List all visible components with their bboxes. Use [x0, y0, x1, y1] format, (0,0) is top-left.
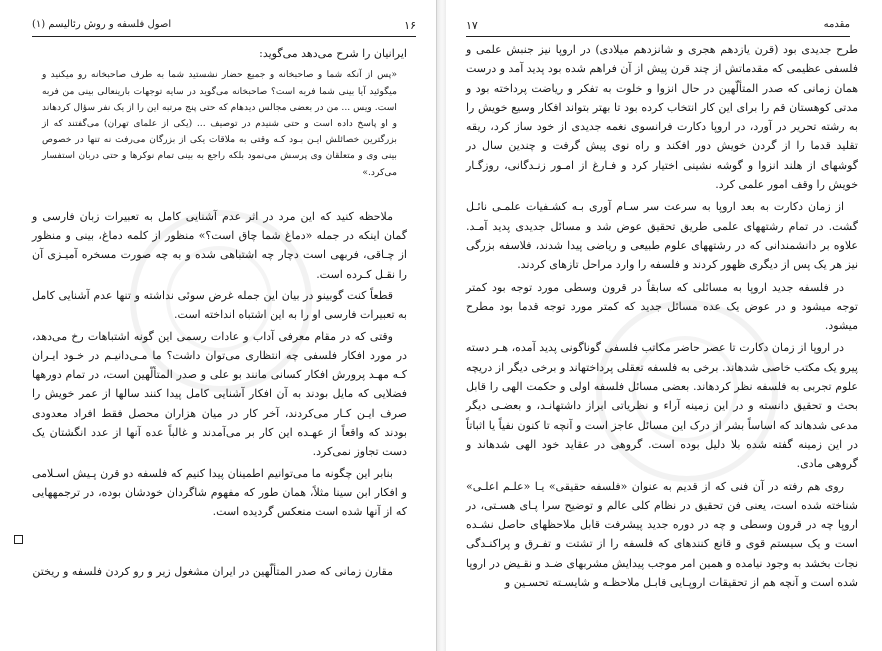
running-title: اصول فلسفه و روش رئالیسم (۱) [32, 19, 172, 30]
block-quote: «پس از آنکه شما و صاحبخانه و جمیع حضار نشستید شما به طرف صاحبخانه رو میکنید و میگوئید آیا بینی شما فربه است؟ صاحبخانه می‌گوید در سایه توجهات بارینعالی بینی من فربه است. ویس ... من در بعضی مجالس دیدهام که حتی پنج مرتبه این را از یک نفر سؤال کردهاند و او پاسخ داده است و حتی شنیدم در توصیف ... (یکی از علمای تهران) می‌گفتند که از بزرگترین خصائلش ایـن بـود کـه وقتی به ملاقات یکی از بزرگان می‌رفت نه تنها در خصوص بینی وی و متعلقان وی پرسش می‌نمود بلکه راجع به بینی تمام نوکرها و حتی دربان استفسار می‌کرد.» [42, 69, 397, 178]
page-number: ۱۷ [466, 19, 478, 32]
paragraph: قطعاً کنت گوبینو در بیان این جمله غرض سوئی نداشته و تنها عدم آشنایی کامل به تعبیرات فارسی او را به این اشتباه انداخته است. [32, 288, 407, 322]
left-page [0, 0, 436, 651]
intro-line: ایرانیان را شرح می‌دهد می‌گوید: [259, 47, 407, 60]
paragraph: روی هم رفته در آن فنی که از قدیم به عنوان «فلسفه حقیقی» یـا «علـم اعلـی» شناخته شده است، یعنی فن تحقیق در نظام کلی عالم و توضیح سرا پـای هسـتی، در اروپا چه در قرون وسطی و چه در دوره جدید پیشرفت قابل ملاحظهای حاصل نشـده است و یک سیستم قوی و قانع کنندهای که فلسفه را از تشتت و تفـرق و پراکنـدگی نجات بخشد به وجود نیامده و همین امر موجب پیدایش مشربهای ضـد و نقـیض در اروپا شده است و آنچه هم از تحقیقات اروپـایی قابـل ملاحظـه و شایسـته تحسـین و [466, 479, 858, 590]
right-page [446, 0, 882, 651]
closing-line: مقارن زمانی که صدر المتألّهین در ایران مشغول زیر و رو کردن فلسفه و ریختن [32, 565, 393, 579]
running-title: مقدمه [823, 19, 850, 30]
page-number: ۱۶ [404, 19, 416, 32]
paragraph: طرح جدیدی بود (قرن یازدهم هجری و شانزدهم میلادی) در اروپا نیز جنبش علمی و فلسفی عظیمی که مقدماتش از چند قرن پیش از آن فراهم شده بود پدید آمد و درست همان زمانی که صدر المتألّهین در حال انزوا و خلوت به تفکر و ریاضت پرداخته بود و مدتی کوهستان قم را برای این کار انتخاب کرده بود تا بهتر بتواند افکار وسیع خویش را به رشته تحریر در آورد، در اروپا دکارت فرانسوی نغمه جدیدی از خود ساز کرد، ریقه تقلید قدما را از گردن خویش دور افکند و راه نوی پیش گرفت و چندین سال در گوشهای از هلند انزوا و گوشه نشینی اختیار کرد و فـارغ از امـور زنـدگانی، روزگـار خویش را وقف امور علمی کرد. [466, 43, 858, 192]
right-page-header [466, 18, 850, 37]
right-page-body [466, 40, 858, 595]
left-page-header [32, 18, 416, 37]
paragraph: بنابر این چگونه ما می‌توانیم اطمینان پیدا کنیم که فلسفه دو قرن پـیش اسـلامی و افکار ابن سینا مثلاً، همان طور که مفهوم شاگردان خودشان بوده، در ترجمههایی که از آنها شده است منعکس گردیده است. [32, 466, 407, 519]
paragraph: در فلسفه جدید اروپا به مسائلی که سابقاً در قرون وسطی مورد توجه بود کمتر توجه میشود و در عوض یک عده مسائل جدید که کمتر مورد توجه قدما بود مطرح میشود. [466, 280, 858, 333]
paragraph: از زمان دکارت به بعد اروپا به سرعت سر سـام آوری بـه کشـفیات علمـی نائـل گشت. در تمام رشتههای علمی طریق تحقیق عوض شد و مسائل جدیدی پدید آمـد. علاوه بر دانشمندانی که در رشتههای علوم طبیعی و ریاضی پیدا شدند، فلاسفه بزرگی نیز هر یک پس از دیگری ظهور کردند و فلسفه را وارد مراحل تازهای کردند. [466, 200, 858, 272]
paragraph: در اروپا از زمان دکارت تا عصر حاضر مکاتب فلسفی گوناگونی پدید آمده، هـر دسته پیرو یک مکتب خاصی شدهاند. برخی به فلسفه تعقلی پرداختهاند و برخی دیگر از دریچه علوم تجربی به فلسفه نظر کردهاند. بعضی مسائل فلسفه اولی و حکمت الهی را قابل بحث و تحقیق دانسته و در این زمینه آراء و نظریاتی ابراز داشتهانـد، و بعضـی دیگر مدعی شدهاند که اساساً بشر از درک این مسائل عاجز است و آنچه تا کنون نفیاً یا اثباتاً در این زمینه گفته شده بلا دلیل بوده است. گروهی در عقاید خود الهی شدهاند و گروهی مادی. [466, 341, 858, 471]
section-end-square-icon [14, 535, 23, 544]
paragraph: وقتی که در مقام معرفی آداب و عادات رسمی این گونه اشتباهات رخ می‌دهد، در مورد افکار فلسفی چه انتظاری می‌توان داشت؟ ما مـی‌دانیـم در خـود ایـران کـه مهـد پرورش افکار کسانی مانند بو علی و صدر المتألّهین است، در تمام دورهها فضلایی که مایل بودند به آن افکار آشنایی کامل پیدا کنند سالها از عمر خویش را صرف ایـن کـار می‌کردند، آخر کار در میان هزاران محصل فقط افراد معدودی بودند که واقعاً از عهـده این کار بر می‌آمدند و غالباً عده آنها از عدد انگشتان یک دست تجاوز نمی‌کرد. [32, 329, 407, 459]
left-page-body [32, 44, 407, 584]
paragraph: ملاحظه کنید که این مرد در اثر عدم آشنایی کامل به تعبیرات زبان فارسی و گمان اینکه در جمله «دماغ شما چاق است؟» منظور از کلمه دماغ، بینی و منظور از چـاقی، فربهی است دچار چه اشتباهی شده و به چه صورت مسخره آمیـزی آن را نقـل کـرده است. [32, 209, 407, 281]
